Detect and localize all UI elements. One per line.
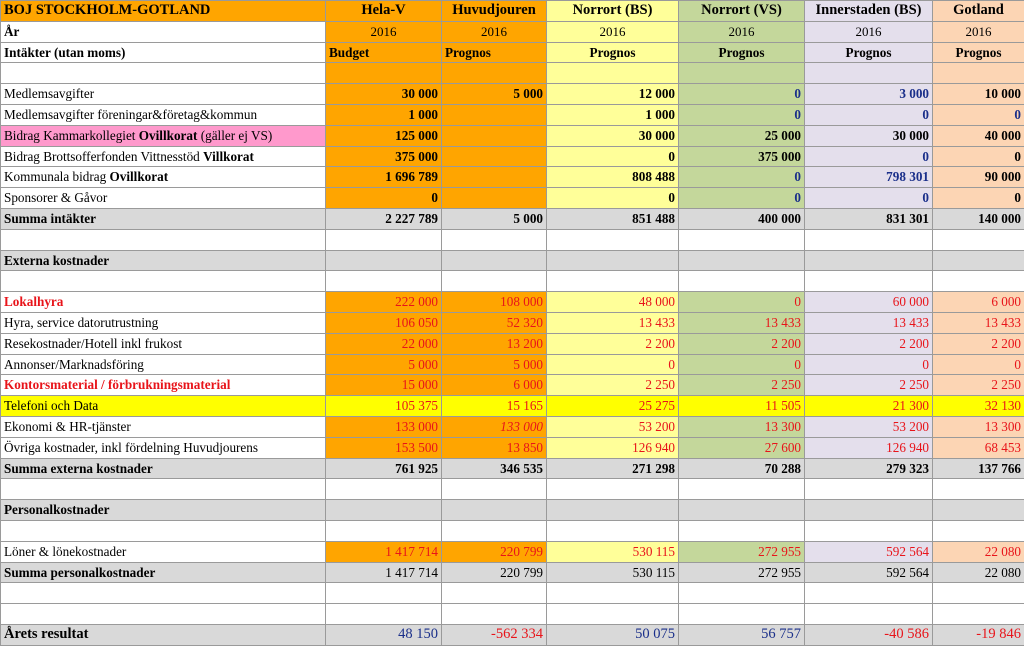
sheet-title[interactable]: BOJ STOCKHOLM-GOTLAND <box>1 1 326 22</box>
row-ovriga-kostnader <box>1 437 1024 458</box>
value-cell[interactable]: 2 200 <box>679 333 805 354</box>
empty-cell[interactable] <box>805 229 933 250</box>
value-cell[interactable]: 13 433 <box>805 312 933 333</box>
value-cell[interactable]: 25 275 <box>547 396 679 417</box>
row-label[interactable]: Löner & lönekostnader <box>1 541 326 562</box>
empty-cell[interactable] <box>547 250 679 271</box>
value-cell[interactable]: 271 298 <box>547 458 679 479</box>
value-cell[interactable]: 27 600 <box>679 437 805 458</box>
value-cell[interactable]: 0 <box>326 188 442 209</box>
value-cell[interactable]: 3 000 <box>805 84 933 105</box>
empty-cell[interactable] <box>1 520 326 541</box>
value-cell[interactable]: 2 200 <box>547 333 679 354</box>
value-cell[interactable]: 22 000 <box>326 333 442 354</box>
value-cell[interactable]: 0 <box>547 188 679 209</box>
row-summa-personalkostnader <box>1 562 1024 583</box>
value-cell[interactable]: 0 <box>679 354 805 375</box>
col-header-huvudjouren[interactable]: Huvudjouren <box>442 1 547 22</box>
blank-row <box>1 479 1024 500</box>
value-cell[interactable]: 1 417 714 <box>326 562 442 583</box>
row-kontorsmaterial <box>1 375 1024 396</box>
value-cell[interactable]: 0 <box>679 167 805 188</box>
empty-cell[interactable] <box>805 63 933 84</box>
row-label[interactable]: Årets resultat <box>1 624 326 645</box>
value-cell[interactable]: 126 940 <box>805 437 933 458</box>
empty-cell[interactable] <box>805 250 933 271</box>
empty-cell[interactable] <box>547 271 679 292</box>
value-cell[interactable]: 12 000 <box>547 84 679 105</box>
empty-cell[interactable] <box>805 500 933 521</box>
blank-row <box>1 604 1024 625</box>
value-cell[interactable]: -40 586 <box>805 624 933 645</box>
value-cell[interactable]: 13 200 <box>442 333 547 354</box>
value-cell[interactable]: 1 417 714 <box>326 541 442 562</box>
value-cell[interactable]: 22 080 <box>933 541 1024 562</box>
empty-cell[interactable] <box>1 271 326 292</box>
value-cell[interactable]: 48 000 <box>547 292 679 313</box>
empty-cell[interactable] <box>679 479 805 500</box>
row-lokalhyra <box>1 292 1024 313</box>
value-cell[interactable]: 13 433 <box>679 312 805 333</box>
row-loner <box>1 541 1024 562</box>
value-cell[interactable] <box>442 167 547 188</box>
row-label[interactable]: Ekonomi & HR-tjänster <box>1 416 326 437</box>
type-cell[interactable]: Budget <box>326 42 442 63</box>
empty-cell[interactable] <box>679 520 805 541</box>
value-cell[interactable]: 0 <box>933 354 1024 375</box>
value-cell[interactable]: 1 000 <box>326 104 442 125</box>
value-cell[interactable]: 0 <box>547 146 679 167</box>
empty-cell[interactable] <box>326 500 442 521</box>
row-arets-resultat <box>1 624 1024 645</box>
value-cell[interactable]: 808 488 <box>547 167 679 188</box>
value-cell[interactable]: 0 <box>547 354 679 375</box>
blank-row <box>1 63 1024 84</box>
empty-cell[interactable] <box>1 63 326 84</box>
value-cell[interactable]: 140 000 <box>933 208 1024 229</box>
empty-cell[interactable] <box>679 250 805 271</box>
value-cell[interactable]: 53 200 <box>805 416 933 437</box>
value-cell[interactable]: 105 375 <box>326 396 442 417</box>
empty-cell[interactable] <box>1 604 326 625</box>
value-cell[interactable]: 375 000 <box>326 146 442 167</box>
label-bold: Villkorat <box>203 148 254 164</box>
year-cell[interactable]: 2016 <box>442 21 547 42</box>
value-cell[interactable]: 30 000 <box>547 125 679 146</box>
value-cell[interactable]: 50 075 <box>547 624 679 645</box>
empty-cell[interactable] <box>547 479 679 500</box>
value-cell[interactable]: 0 <box>933 146 1024 167</box>
value-cell[interactable]: 220 799 <box>442 562 547 583</box>
value-cell[interactable]: 0 <box>805 146 933 167</box>
value-cell[interactable]: 133 000 <box>326 416 442 437</box>
empty-cell[interactable] <box>326 271 442 292</box>
blank-row <box>1 229 1024 250</box>
row-label[interactable] <box>1 167 326 188</box>
value-cell[interactable]: 2 227 789 <box>326 208 442 229</box>
row-summa-externa-kostnader <box>1 458 1024 479</box>
value-cell[interactable]: -19 846 <box>933 624 1024 645</box>
value-cell[interactable]: 60 000 <box>805 292 933 313</box>
row-label[interactable]: Summa externa kostnader <box>1 458 326 479</box>
empty-cell[interactable] <box>805 583 933 604</box>
value-cell[interactable]: 592 564 <box>805 562 933 583</box>
value-cell[interactable]: 52 320 <box>442 312 547 333</box>
empty-cell[interactable] <box>442 520 547 541</box>
label-part: Bidrag Kammarkollegiet <box>4 127 139 143</box>
value-cell[interactable]: 851 488 <box>547 208 679 229</box>
value-cell[interactable]: 70 288 <box>679 458 805 479</box>
label-part: (gäller ej VS) <box>197 127 273 143</box>
value-cell[interactable]: 6 000 <box>933 292 1024 313</box>
value-cell[interactable]: 125 000 <box>326 125 442 146</box>
value-cell[interactable]: 21 300 <box>805 396 933 417</box>
row-bidrag-kammarkollegiet <box>1 125 1024 146</box>
value-cell[interactable]: 56 757 <box>679 624 805 645</box>
type-cell[interactable]: Prognos <box>547 42 679 63</box>
value-cell[interactable]: 13 300 <box>933 416 1024 437</box>
col-header-gotland[interactable]: Gotland <box>933 1 1024 22</box>
value-cell[interactable]: -562 334 <box>442 624 547 645</box>
empty-cell[interactable] <box>933 271 1024 292</box>
value-cell[interactable]: 137 766 <box>933 458 1024 479</box>
value-cell[interactable]: 22 080 <box>933 562 1024 583</box>
row-ekonomi-hr <box>1 416 1024 437</box>
empty-cell[interactable] <box>933 604 1024 625</box>
row-label[interactable]: Medlemsavgifter föreningar&företag&kommun <box>1 104 326 125</box>
external-section-row <box>1 250 1024 271</box>
type-cell[interactable]: Prognos <box>679 42 805 63</box>
value-cell[interactable]: 0 <box>933 104 1024 125</box>
value-cell[interactable]: 0 <box>805 354 933 375</box>
col-header-innerstaden-bs[interactable]: Innerstaden (BS) <box>805 1 933 22</box>
row-label[interactable] <box>1 146 326 167</box>
row-label[interactable]: Telefoni och Data <box>1 396 326 417</box>
empty-cell[interactable] <box>933 63 1024 84</box>
label-bold: Ovillkorat <box>138 127 198 143</box>
label-part: Kommunala bidrag <box>4 169 110 185</box>
value-cell[interactable]: 222 000 <box>326 292 442 313</box>
value-cell[interactable]: 1 696 789 <box>326 167 442 188</box>
empty-cell[interactable] <box>679 271 805 292</box>
label-part: Bidrag Brottsofferfonden Vittnesstöd <box>4 148 204 164</box>
empty-cell[interactable] <box>933 500 1024 521</box>
year-row <box>1 21 1024 42</box>
label-bold: Ovillkorat <box>109 169 169 185</box>
empty-cell[interactable] <box>326 63 442 84</box>
value-cell[interactable]: 530 115 <box>547 562 679 583</box>
empty-cell[interactable] <box>326 604 442 625</box>
empty-cell[interactable] <box>326 250 442 271</box>
value-cell[interactable]: 48 150 <box>326 624 442 645</box>
value-cell[interactable]: 831 301 <box>805 208 933 229</box>
value-cell[interactable] <box>442 104 547 125</box>
year-label[interactable]: År <box>1 21 326 42</box>
value-cell[interactable]: 1 000 <box>547 104 679 125</box>
row-label[interactable]: Summa personalkostnader <box>1 562 326 583</box>
value-cell[interactable]: 272 955 <box>679 562 805 583</box>
value-cell[interactable]: 5 000 <box>442 354 547 375</box>
empty-cell[interactable] <box>933 479 1024 500</box>
value-cell[interactable]: 2 250 <box>679 375 805 396</box>
row-label[interactable]: Lokalhyra <box>1 292 326 313</box>
value-cell[interactable]: 90 000 <box>933 167 1024 188</box>
value-cell[interactable] <box>442 125 547 146</box>
row-label[interactable]: Sponsorer & Gåvor <box>1 188 326 209</box>
empty-cell[interactable] <box>679 229 805 250</box>
empty-cell[interactable] <box>326 520 442 541</box>
value-cell[interactable]: 761 925 <box>326 458 442 479</box>
value-cell[interactable]: 40 000 <box>933 125 1024 146</box>
value-cell[interactable]: 13 433 <box>547 312 679 333</box>
row-medlemsavgifter-foreningar <box>1 104 1024 125</box>
empty-cell[interactable] <box>805 604 933 625</box>
col-header-norrort-bs[interactable]: Norrort (BS) <box>547 1 679 22</box>
value-cell[interactable]: 30 000 <box>326 84 442 105</box>
value-cell[interactable]: 126 940 <box>547 437 679 458</box>
value-cell[interactable]: 0 <box>805 188 933 209</box>
value-cell[interactable]: 2 200 <box>933 333 1024 354</box>
empty-cell[interactable] <box>442 229 547 250</box>
empty-cell[interactable] <box>442 583 547 604</box>
value-cell[interactable]: 530 115 <box>547 541 679 562</box>
value-cell[interactable]: 272 955 <box>679 541 805 562</box>
empty-cell[interactable] <box>547 604 679 625</box>
value-cell[interactable]: 0 <box>679 84 805 105</box>
value-cell[interactable]: 15 000 <box>326 375 442 396</box>
value-cell[interactable]: 400 000 <box>679 208 805 229</box>
value-cell[interactable]: 25 000 <box>679 125 805 146</box>
empty-cell[interactable] <box>933 520 1024 541</box>
empty-cell[interactable] <box>805 479 933 500</box>
value-cell[interactable]: 2 250 <box>805 375 933 396</box>
value-cell[interactable]: 153 500 <box>326 437 442 458</box>
year-cell[interactable]: 2016 <box>547 21 679 42</box>
value-cell[interactable] <box>442 188 547 209</box>
row-label[interactable]: Övriga kostnader, inkl fördelning Huvudjourens <box>1 437 326 458</box>
empty-cell[interactable] <box>547 583 679 604</box>
personal-section-title[interactable]: Personalkostnader <box>1 500 326 521</box>
value-cell[interactable]: 0 <box>679 292 805 313</box>
empty-cell[interactable] <box>933 583 1024 604</box>
empty-cell[interactable] <box>805 520 933 541</box>
blank-row <box>1 520 1024 541</box>
value-cell[interactable]: 133 000 <box>442 416 547 437</box>
value-cell[interactable]: 108 000 <box>442 292 547 313</box>
value-cell[interactable]: 68 453 <box>933 437 1024 458</box>
row-label[interactable] <box>1 125 326 146</box>
value-cell[interactable]: 32 130 <box>933 396 1024 417</box>
empty-cell[interactable] <box>1 583 326 604</box>
row-label[interactable]: Medlemsavgifter <box>1 84 326 105</box>
year-cell[interactable]: 2016 <box>326 21 442 42</box>
row-hyra-datorutrustning <box>1 312 1024 333</box>
value-cell[interactable]: 5 000 <box>326 354 442 375</box>
value-cell[interactable]: 0 <box>679 188 805 209</box>
blank-row <box>1 271 1024 292</box>
type-cell[interactable]: Prognos <box>933 42 1024 63</box>
value-cell[interactable]: 798 301 <box>805 167 933 188</box>
value-cell[interactable]: 220 799 <box>442 541 547 562</box>
year-cell[interactable]: 2016 <box>805 21 933 42</box>
value-cell[interactable]: 10 000 <box>933 84 1024 105</box>
value-cell[interactable]: 13 433 <box>933 312 1024 333</box>
empty-cell[interactable] <box>547 500 679 521</box>
value-cell[interactable]: 346 535 <box>442 458 547 479</box>
empty-cell[interactable] <box>547 63 679 84</box>
value-cell[interactable]: 375 000 <box>679 146 805 167</box>
value-cell[interactable]: 13 850 <box>442 437 547 458</box>
row-summa-intakter <box>1 208 1024 229</box>
empty-cell[interactable] <box>679 583 805 604</box>
row-label[interactable]: Summa intäkter <box>1 208 326 229</box>
value-cell[interactable]: 2 250 <box>933 375 1024 396</box>
row-label[interactable]: Annonser/Marknadsföring <box>1 354 326 375</box>
value-cell[interactable]: 53 200 <box>547 416 679 437</box>
value-cell[interactable]: 0 <box>933 188 1024 209</box>
value-cell[interactable]: 106 050 <box>326 312 442 333</box>
empty-cell[interactable] <box>442 500 547 521</box>
row-label[interactable]: Hyra, service datorutrustning <box>1 312 326 333</box>
empty-cell[interactable] <box>442 604 547 625</box>
value-cell[interactable]: 15 165 <box>442 396 547 417</box>
value-cell[interactable]: 6 000 <box>442 375 547 396</box>
value-cell[interactable]: 0 <box>805 104 933 125</box>
empty-cell[interactable] <box>933 250 1024 271</box>
value-cell[interactable]: 5 000 <box>442 84 547 105</box>
header-row <box>1 1 1024 22</box>
empty-cell[interactable] <box>442 63 547 84</box>
value-cell[interactable]: 5 000 <box>442 208 547 229</box>
value-cell[interactable]: 279 323 <box>805 458 933 479</box>
blank-row <box>1 583 1024 604</box>
value-cell[interactable]: 11 505 <box>679 396 805 417</box>
empty-cell[interactable] <box>679 500 805 521</box>
income-section-row <box>1 42 1024 63</box>
empty-cell[interactable] <box>805 271 933 292</box>
empty-cell[interactable] <box>1 229 326 250</box>
value-cell[interactable]: 30 000 <box>805 125 933 146</box>
empty-cell[interactable] <box>547 520 679 541</box>
empty-cell[interactable] <box>326 229 442 250</box>
row-kommunala-bidrag <box>1 167 1024 188</box>
row-telefoni-och-data <box>1 396 1024 417</box>
value-cell[interactable]: 2 250 <box>547 375 679 396</box>
value-cell[interactable]: 0 <box>679 104 805 125</box>
empty-cell[interactable] <box>442 271 547 292</box>
value-cell[interactable]: 592 564 <box>805 541 933 562</box>
empty-cell[interactable] <box>442 479 547 500</box>
value-cell[interactable]: 2 200 <box>805 333 933 354</box>
row-label[interactable]: Kontorsmaterial / förbrukningsmaterial <box>1 375 326 396</box>
value-cell[interactable]: 13 300 <box>679 416 805 437</box>
row-bidrag-brottsofferfonden <box>1 146 1024 167</box>
year-cell[interactable]: 2016 <box>933 21 1024 42</box>
personal-section-row <box>1 500 1024 521</box>
empty-cell[interactable] <box>442 250 547 271</box>
empty-cell[interactable] <box>547 229 679 250</box>
year-cell[interactable]: 2016 <box>679 21 805 42</box>
type-cell[interactable]: Prognos <box>442 42 547 63</box>
row-sponsorer <box>1 188 1024 209</box>
external-section-title[interactable]: Externa kostnader <box>1 250 326 271</box>
empty-cell[interactable] <box>679 604 805 625</box>
empty-cell[interactable] <box>679 63 805 84</box>
value-cell[interactable] <box>442 146 547 167</box>
col-header-norrort-vs[interactable]: Norrort (VS) <box>679 1 805 22</box>
empty-cell[interactable] <box>1 479 326 500</box>
row-annonser <box>1 354 1024 375</box>
col-header-hela-v[interactable]: Hela-V <box>326 1 442 22</box>
empty-cell[interactable] <box>933 229 1024 250</box>
income-section-title[interactable]: Intäkter (utan moms) <box>1 42 326 63</box>
empty-cell[interactable] <box>326 479 442 500</box>
row-resekostnader <box>1 333 1024 354</box>
type-cell[interactable]: Prognos <box>805 42 933 63</box>
empty-cell[interactable] <box>326 583 442 604</box>
row-medlemsavgifter <box>1 84 1024 105</box>
row-label[interactable]: Resekostnader/Hotell inkl frukost <box>1 333 326 354</box>
